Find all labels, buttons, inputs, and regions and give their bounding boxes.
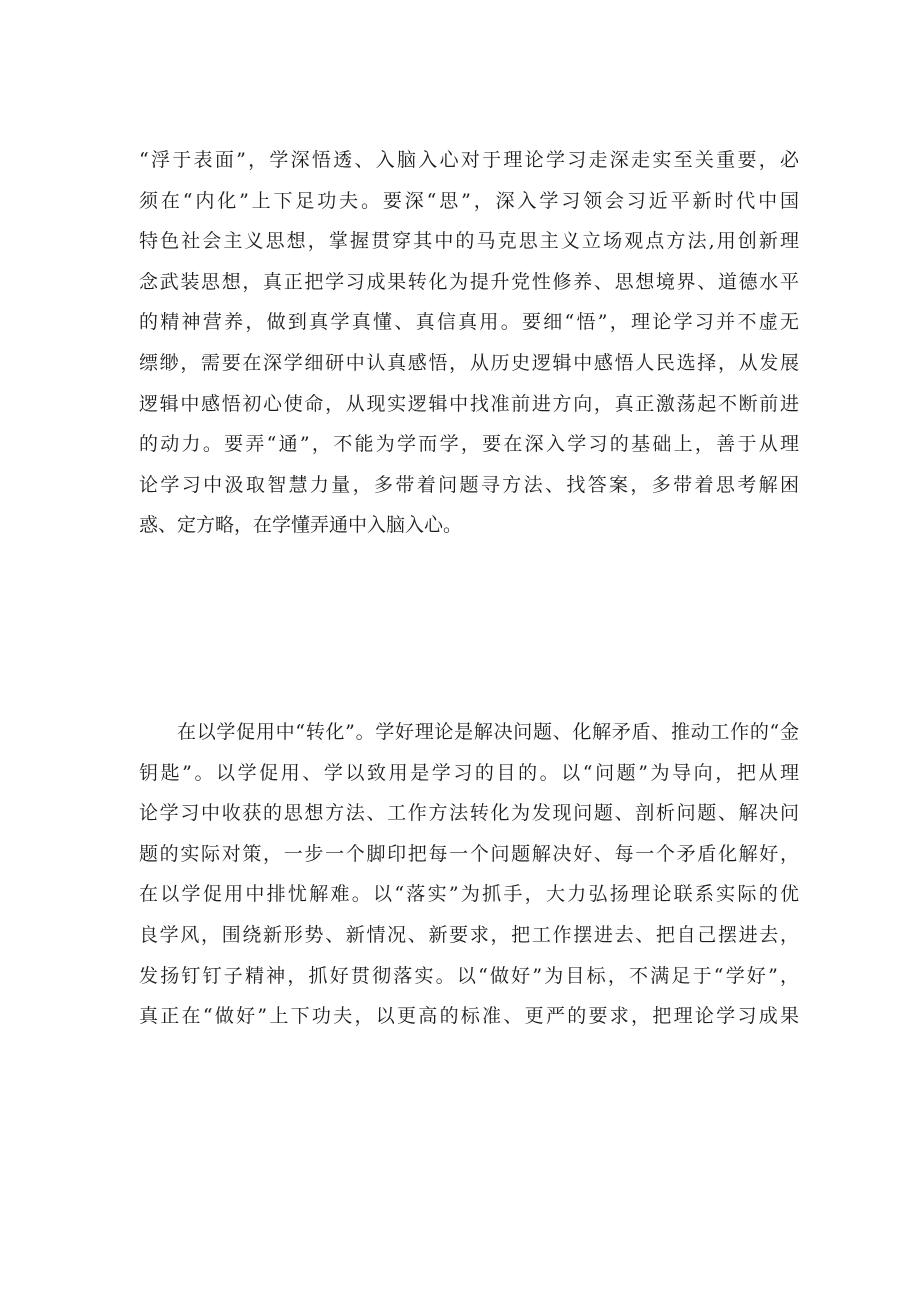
paragraph-line: 惑、定方略，在学懂弄通中入脑入心。: [139, 514, 463, 537]
paragraph-line: 念武装思想，真正把学习成果转化为提升党性修养、思想境界、道德水平: [139, 270, 799, 293]
paragraph-line: 的精神营养，做到真学真懂、真信真用。要细“悟”，理论学习并不虚无: [139, 311, 799, 334]
paragraph-line: “浮于表面”，学深悟透、入脑入心对于理论学习走深走实至关重要，必: [139, 149, 799, 171]
paragraph-line: 论学习中汲取智慧力量，多带着问题寻方法、找答案，多带着思考解困: [139, 473, 799, 496]
paragraph-line: 良学风，围绕新形势、新情况、新要求，把工作摆进去、把自己摆进去，: [139, 923, 799, 946]
paragraph-line: 须在“内化”上下足功夫。要深“思”，深入学习领会习近平新时代中国: [139, 189, 799, 212]
paragraph-line: 真正在“做好”上下功夫，以更高的标准、更严的要求，把理论学习成果: [139, 1005, 799, 1028]
paragraph-line: 在以学促用中排忧解难。以“落实”为抓手，大力弘扬理论联系实际的优: [139, 883, 799, 906]
paragraph-line: 的动力。要弄“通”，不能为学而学，要在深入学习的基础上，善于从理: [139, 433, 799, 456]
paragraph-transformation: [139, 712, 799, 1037]
paragraph-line: 钥匙”。以学促用、学以致用是学习的目的。以“问题”为导向，把从理: [139, 761, 799, 784]
paragraph-line: 论学习中收获的思想方法、工作方法转化为发现问题、剖析问题、解决问: [139, 802, 799, 825]
paragraph-internalization: [139, 140, 799, 546]
paragraph-line: 在以学促用中“转化”。学好理论是解决问题、化解矛盾、推动工作的“金: [177, 721, 799, 743]
paragraph-line: 题的实际对策，一步一个脚印把每一个问题解决好、每一个矛盾化解好，: [139, 842, 799, 865]
paragraph-line: 缥缈，需要在深学细研中认真感悟，从历史逻辑中感悟人民选择，从发展: [139, 351, 799, 374]
paragraph-line: 逻辑中感悟初心使命，从现实逻辑中找准前进方向，真正激荡起不断前进: [139, 392, 799, 415]
paragraph-line: 发扬钉钉子精神，抓好贯彻落实。以“做好”为目标，不满足于“学好”，: [139, 964, 799, 987]
paragraph-line: 特色社会主义思想，掌握贯穿其中的马克思主义立场观点方法,用创新理: [139, 230, 799, 253]
